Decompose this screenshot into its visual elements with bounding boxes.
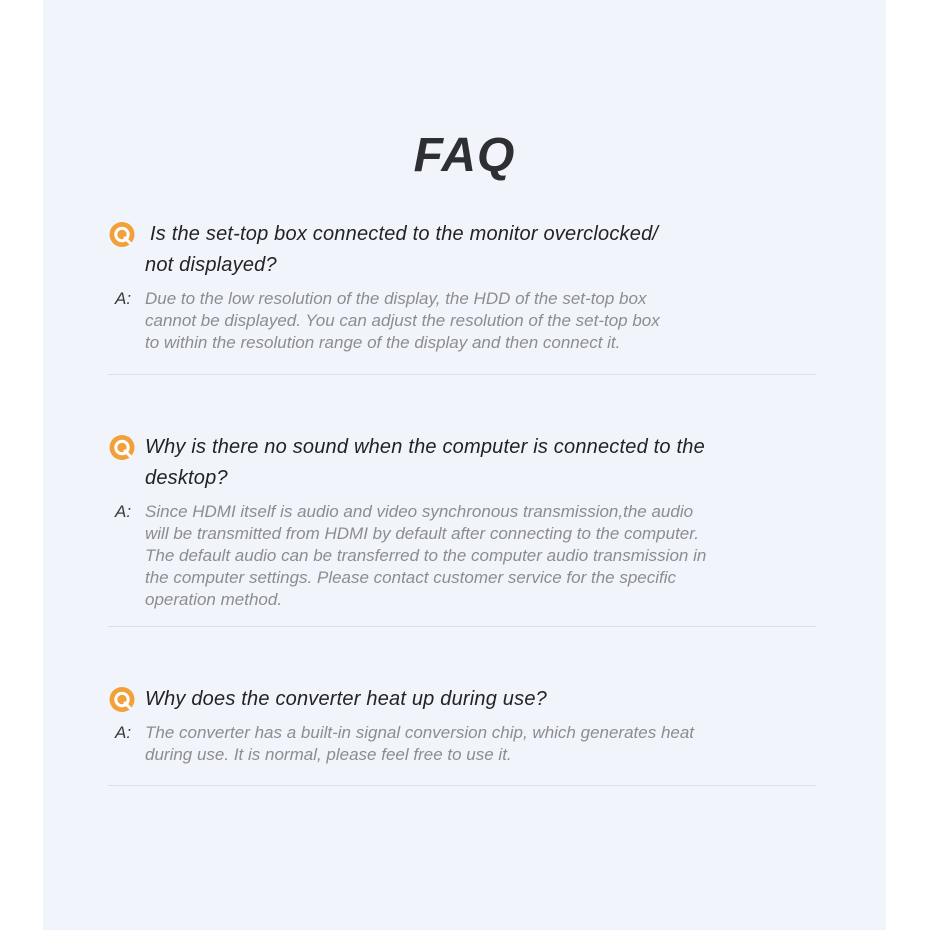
answer-line: operation method. — [145, 590, 283, 609]
question-text — [145, 219, 818, 281]
question-text — [145, 432, 818, 494]
answer-line: Due to the low resolution of the display, the HDD of the set-top box — [145, 289, 647, 308]
answer-line: The converter has a built-in signal conversion chip, which generates heat — [145, 723, 695, 742]
answer-line: during use. It is normal, please feel free to use it. — [145, 745, 512, 764]
faq-item-3 — [108, 684, 818, 766]
answer-text — [145, 722, 818, 766]
question-row — [108, 219, 818, 281]
q-bubble-icon — [108, 221, 136, 249]
answer-line: the computer settings. Please contact customer service for the specific — [145, 568, 677, 587]
question-row — [108, 684, 818, 715]
faq-panel — [43, 0, 886, 930]
answer-label: A: — [115, 723, 132, 742]
answer-row — [108, 722, 818, 766]
answer-row — [108, 501, 818, 611]
answer-line: The default audio can be transferred to the computer audio transmission in — [145, 546, 707, 565]
q-bubble-icon — [108, 434, 136, 462]
answer-label: A: — [115, 502, 132, 521]
answer-text — [145, 288, 818, 354]
answer-line: cannot be displayed. You can adjust the resolution of the set-top box — [145, 311, 660, 330]
question-row — [108, 432, 818, 494]
question-line: Why does the converter heat up during use? — [145, 688, 547, 710]
q-bubble-icon — [108, 686, 136, 714]
faq-item-2 — [108, 432, 818, 611]
answer-label: A: — [115, 289, 132, 308]
answer-line: to within the resolution range of the display and then connect it. — [145, 333, 621, 352]
answer-line: Since HDMI itself is audio and video synchronous transmission,the audio — [145, 502, 694, 521]
question-line: not displayed? — [145, 254, 277, 276]
page-title: FAQ — [413, 129, 516, 182]
answer-line: will be transmitted from HDMI by default after connecting to the computer. — [145, 524, 700, 543]
question-line: desktop? — [145, 467, 228, 489]
question-text — [145, 684, 818, 715]
answer-text — [145, 501, 818, 611]
answer-row — [108, 288, 818, 354]
divider — [108, 626, 816, 627]
divider — [108, 785, 816, 786]
question-line: Why is there no sound when the computer is connected to the — [145, 436, 705, 458]
faq-item-1 — [108, 219, 818, 354]
divider — [108, 374, 816, 375]
question-line: Is the set-top box connected to the monitor overclocked/ — [150, 223, 659, 245]
